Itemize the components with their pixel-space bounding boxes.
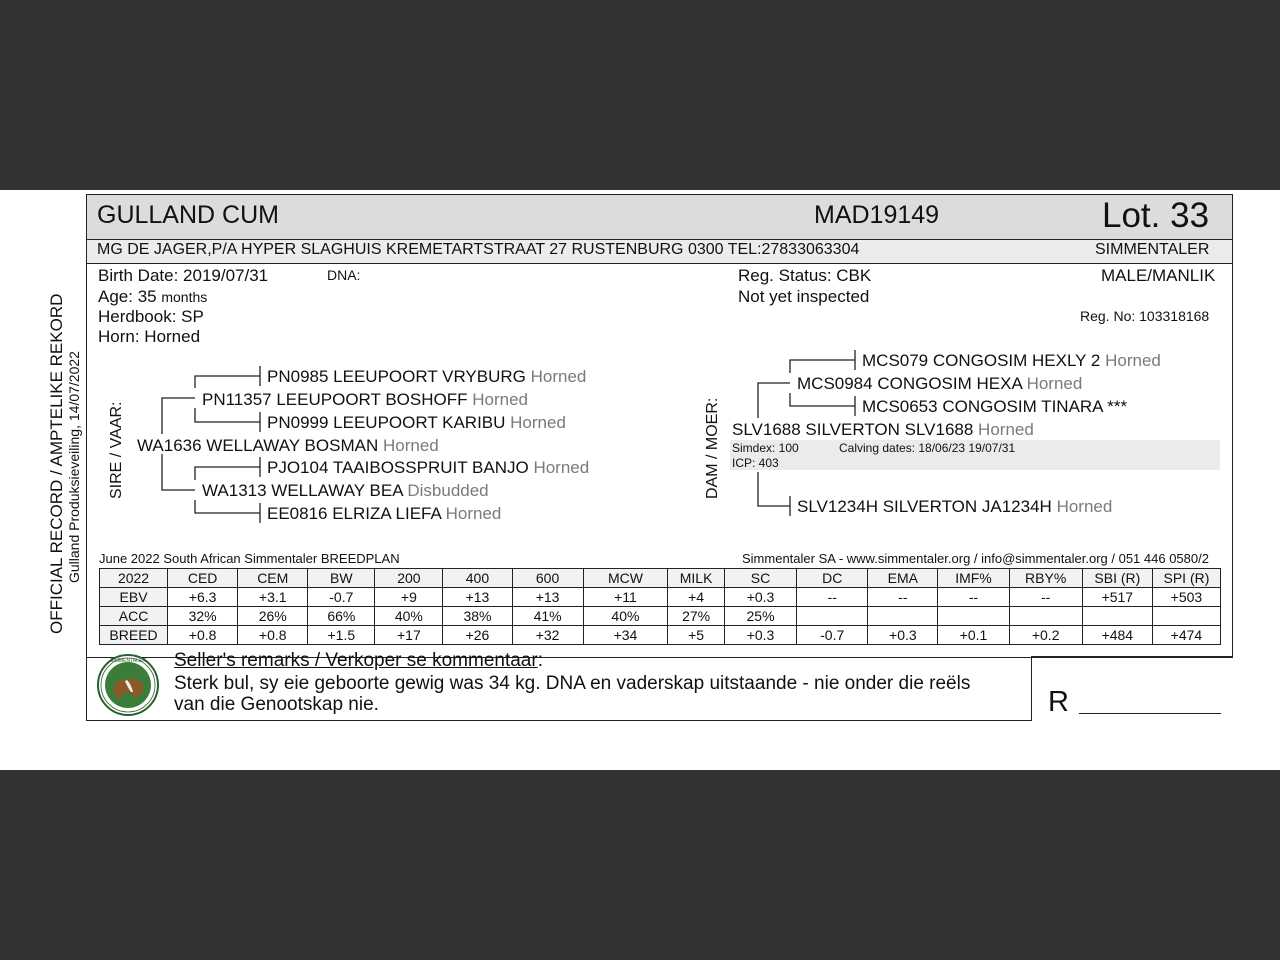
ebv-cell: +0.3 [724, 626, 796, 645]
ebv-cell: +26 [443, 626, 512, 645]
ebv-cell: 26% [238, 607, 308, 626]
inspection-status: Not yet inspected [738, 287, 870, 306]
sire-sire-dam: PN0999 LEEUPOORT KARIBU Horned [267, 413, 566, 432]
ebv-cell: +5 [668, 626, 725, 645]
remarks-line-1: Sterk bul, sy eie geboorte gewig was 34 kg. DNA en vaderskap uitstaande - nie onder die reëls [174, 673, 971, 694]
reg-number: Reg. No: 103318168 [1080, 308, 1210, 324]
simmentaler-logo-icon [97, 654, 159, 716]
sex: MALE/MANLIK [1101, 266, 1216, 285]
ebv-cell: +32 [512, 626, 583, 645]
ebv-cell: +0.8 [168, 626, 238, 645]
ebv-header-cell: IMF% [938, 569, 1009, 588]
sire-sire-sire: PN0985 LEEUPOORT VRYBURG Horned [267, 367, 587, 386]
ebv-cell: -- [1009, 588, 1082, 607]
breed-name: SIMMENTALER [1095, 241, 1210, 258]
dam-sire-sire: MCS079 CONGOSIM HEXLY 2 Horned [862, 351, 1161, 370]
ebv-header-cell: 400 [443, 569, 512, 588]
ebv-cell: 66% [308, 607, 375, 626]
sire-dam: WA1313 WELLAWAY BEA Disbudded [202, 481, 489, 500]
dam-sire-dam: MCS0653 CONGOSIM TINARA *** [862, 397, 1128, 416]
ebv-cell: +6.3 [168, 588, 238, 607]
ebv-header-cell: 600 [512, 569, 583, 588]
herdbook: Herdbook: SP [98, 307, 204, 326]
ebv-cell [1152, 607, 1220, 626]
ebv-cell: 27% [668, 607, 725, 626]
ebv-cell: +0.3 [868, 626, 938, 645]
ebv-cell: 40% [583, 607, 668, 626]
ebv-cell: +1.5 [308, 626, 375, 645]
price-line[interactable] [1079, 713, 1221, 714]
ebv-cell: -0.7 [308, 588, 375, 607]
svg-text:SIMMENTALER: SIMMENTALER [110, 658, 146, 664]
ebv-cell: ACC [100, 607, 168, 626]
ebv-header-row [100, 569, 1221, 588]
ebv-header-cell: MCW [583, 569, 668, 588]
lot-number: Lot. 33 [1102, 196, 1210, 235]
breedplan-contact: Simmentaler SA - www.simmentaler.org / info@simmentaler.org / 051 446 0580/2 [742, 551, 1209, 566]
ebv-cell: +9 [375, 588, 443, 607]
ebv-header-cell: MILK [668, 569, 725, 588]
ebv-cell: -- [938, 588, 1009, 607]
ebv-cell: +0.3 [724, 588, 796, 607]
ebv-header-cell: DC [797, 569, 868, 588]
age: Age: 35 months [98, 287, 208, 306]
reg-status: Reg. Status: CBK [738, 266, 872, 285]
ebv-header-cell: BW [308, 569, 375, 588]
ebv-header-cell: RBY% [1009, 569, 1082, 588]
sire-dam-dam: EE0816 ELRIZA LIEFA Horned [267, 504, 502, 523]
ebv-cell: 25% [724, 607, 796, 626]
owner-details: MG DE JAGER,P/A HYPER SLAGHUIS KREMETARTSTRAAT 27 RUSTENBURG 0300 TEL:27833063304 [97, 241, 860, 258]
dam-icp: ICP: 403 [732, 456, 779, 470]
remarks-line-2: van die Genootskap nie. [174, 694, 379, 715]
ebv-header-cell: SBI (R) [1082, 569, 1152, 588]
auction-label: Gulland Produksieveiling, 14/07/2022 [66, 351, 82, 583]
ebv-cell: +34 [583, 626, 668, 645]
ebv-cell [1082, 607, 1152, 626]
ebv-cell: +3.1 [238, 588, 308, 607]
dna-label: DNA: [327, 267, 361, 283]
ebv-row [100, 626, 1221, 645]
ebv-cell: 38% [443, 607, 512, 626]
ebv-cell: +474 [1152, 626, 1220, 645]
sire-sire: PN11357 LEEUPOORT BOSHOFF Horned [202, 390, 528, 409]
sire-label: SIRE / VAAR: [108, 401, 125, 499]
ebv-cell: -- [797, 588, 868, 607]
ebv-header-cell: SPI (R) [1152, 569, 1220, 588]
ebv-header-cell: CEM [238, 569, 308, 588]
ebv-cell: +517 [1082, 588, 1152, 607]
ebv-cell [938, 607, 1009, 626]
ebv-cell: +13 [443, 588, 512, 607]
ebv-cell [868, 607, 938, 626]
ebv-header-cell: EMA [868, 569, 938, 588]
dam-dam: SLV1234H SILVERTON JA1234H Horned [797, 497, 1113, 516]
ebv-row [100, 588, 1221, 607]
ebv-cell: 32% [168, 607, 238, 626]
breedplan-heading: June 2022 South African Simmentaler BREEDPLAN [99, 551, 400, 566]
ebv-cell: 41% [512, 607, 583, 626]
ebv-cell [1009, 607, 1082, 626]
ebv-cell [797, 607, 868, 626]
horn-status: Horn: Horned [98, 327, 201, 346]
dam-label: DAM / MOER: [704, 397, 721, 499]
ebv-cell: BREED [100, 626, 168, 645]
ebv-cell: EBV [100, 588, 168, 607]
sire: WA1636 WELLAWAY BOSMAN Horned [137, 436, 439, 455]
birth-date: Birth Date: 2019/07/31 [98, 266, 269, 285]
ebv-cell: +503 [1152, 588, 1220, 607]
ebv-cell: +11 [583, 588, 668, 607]
dam-simdex: Simdex: 100 [732, 441, 799, 455]
animal-id: MAD19149 [814, 201, 940, 229]
ebv-cell: -- [868, 588, 938, 607]
sire-dam-sire: PJO104 TAAIBOSSPRUIT BANJO Horned [267, 458, 590, 477]
ebv-cell: +17 [375, 626, 443, 645]
official-record-label: OFFICIAL RECORD / AMPTELIKE REKORD [47, 293, 66, 634]
ebv-cell: -0.7 [797, 626, 868, 645]
ebv-row [100, 607, 1221, 626]
ebv-header-cell: SC [724, 569, 796, 588]
remarks-title: Seller's remarks / Verkoper se kommentaar: [174, 650, 543, 671]
price-prefix: R [1048, 686, 1069, 718]
ebv-header-cell: CED [168, 569, 238, 588]
dam-sire: MCS0984 CONGOSIM HEXA Horned [797, 374, 1083, 393]
ebv-cell: +0.8 [238, 626, 308, 645]
ebv-cell: +0.2 [1009, 626, 1082, 645]
animal-name: GULLAND CUM [97, 201, 279, 229]
ebv-cell: +0.1 [938, 626, 1009, 645]
ebv-table [99, 568, 1221, 645]
ebv-cell: 40% [375, 607, 443, 626]
ebv-header-cell: 200 [375, 569, 443, 588]
ebv-header-cell: 2022 [100, 569, 168, 588]
ebv-cell: +13 [512, 588, 583, 607]
dam-calving-dates: Calving dates: 18/06/23 19/07/31 [839, 441, 1016, 455]
ebv-cell: +4 [668, 588, 725, 607]
ebv-cell: +484 [1082, 626, 1152, 645]
dam: SLV1688 SILVERTON SLV1688 Horned [732, 420, 1034, 439]
